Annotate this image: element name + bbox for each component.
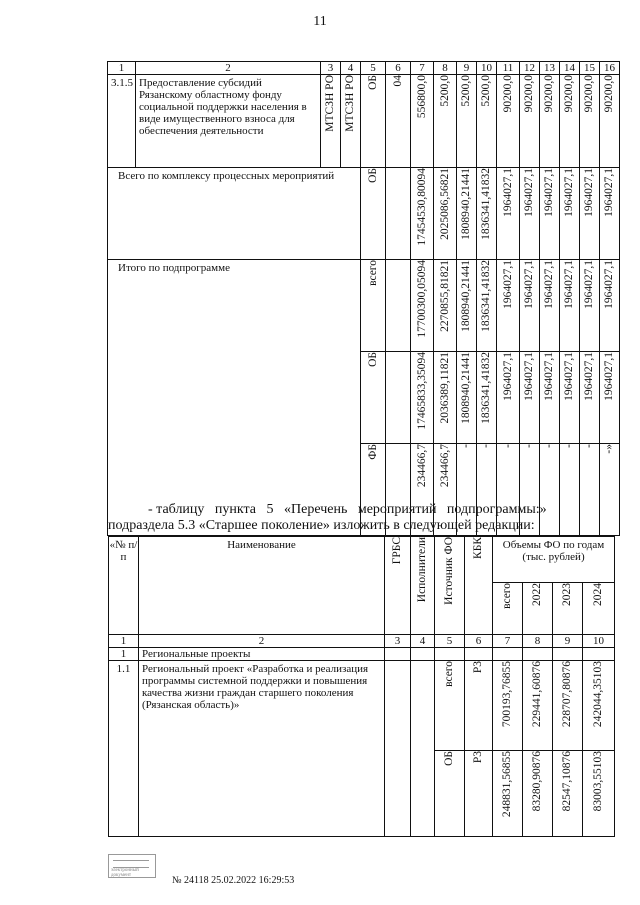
value-cell: 17465833,35094 [415,352,428,430]
col-11: 11 [497,62,520,75]
col-8: 8 [523,635,553,648]
col-1: 1 [109,635,139,648]
value-cell: - [480,444,492,448]
value-cell: 2025086,56821 [438,168,451,240]
value-cell: 2036389,11821 [438,352,451,424]
col-16: 16 [600,62,620,75]
header-grbs: ГРБС [391,537,403,565]
col-7: 7 [411,62,434,75]
header-volumes: Объемы ФО по годам (тыс. рублей) [502,539,605,563]
value-cell: 17454530,80094 [415,168,428,246]
value-cell: - [543,444,555,448]
row-number: 3.1.5 [108,75,136,168]
value-cell: - [523,444,535,448]
value-cell: 1964027,1 [523,260,535,309]
value-cell: 83280,90876 [531,751,543,812]
value-cell: - [501,444,514,448]
header-executors: Исполнители [416,537,428,603]
value-cell: 1964027,1 [603,352,615,401]
value-cell: 1964027,1 [543,260,555,309]
col-4: 4 [341,62,361,75]
header-row [109,537,615,583]
col-3: 3 [385,635,411,648]
source-cell: ОБ [366,75,379,90]
value-cell: 1964027,1 [583,352,595,401]
column-number-row [109,635,615,648]
value-cell: 1808940,21441 [460,168,472,240]
value-cell: 5200,0 [460,75,472,107]
paragraph-line-2: подраздела 5.3 «Старшее поколение» изложить в следующей редакции: [108,518,535,533]
row-1-1-total [109,661,615,751]
source-cell: ФБ [366,444,379,460]
kbk-cell: 04 [391,75,404,87]
value-cell: 1964027,1 [501,352,514,401]
row-name: Региональные проекты [139,648,385,661]
value-cell: 5200,0 [480,75,492,107]
row-3-1-5 [108,75,620,168]
value-cell: 1964027,1 [543,352,555,401]
col-1: 1 [108,62,136,75]
value-cell: 1808940,21441 [460,352,472,424]
value-cell: 1964027,1 [563,168,575,217]
value-cell: 1964027,1 [583,260,595,309]
kbk-cell: Р3 [472,751,484,764]
page-number: 11 [313,14,327,29]
col-10: 10 [583,635,615,648]
row-number: 1.1 [116,663,131,675]
source-cell: всего [366,260,379,286]
col-3: 3 [321,62,341,75]
col-15: 15 [580,62,600,75]
value-cell: -» [603,444,615,454]
value-cell: 5200,0 [438,75,451,107]
col-4: 4 [411,635,435,648]
value-cell: 1964027,1 [523,352,535,401]
value-cell: - [583,444,595,448]
value-cell: 1964027,1 [523,168,535,217]
value-cell: 1964027,1 [603,260,615,309]
value-cell: 1964027,1 [543,168,555,217]
value-cell: - [460,444,472,448]
program-table-top [107,61,620,536]
paragraph-line-1: - таблицу пункта 5 «Перечень мероприятий подпрограммы:» [148,502,547,517]
value-cell: 82547,10876 [561,751,573,812]
row-name: Предоставление субсидий Рязанскому областному фонду социальной поддержки населения в виде имущественного взноса для обеспечения деятельности [136,75,321,168]
value-cell: 234466,7 [415,444,428,488]
value-cell: 1964027,1 [603,168,615,217]
col-7: 7 [493,635,523,648]
value-cell: 2270855,81821 [438,260,451,332]
value-cell: 90200,0 [583,75,595,113]
value-cell: 90200,0 [543,75,555,113]
value-cell: 248831,56855 [501,751,513,818]
col-9: 9 [553,635,583,648]
value-cell: 90200,0 [563,75,575,113]
value-cell: 90200,0 [501,75,514,113]
value-cell: 1808940,21441 [460,260,472,332]
value-cell: 90200,0 [523,75,535,113]
col-6: 6 [386,62,411,75]
grbs-cell: МТСЗН РО [324,75,336,132]
col-14: 14 [560,62,580,75]
col-6: 6 [465,635,493,648]
source-cell: ОБ [443,751,455,766]
row-regional-projects [109,648,615,661]
value-cell: 229441,60876 [531,661,543,728]
header-2022: 2022 [531,583,543,606]
value-cell: 1836341,41832 [480,260,492,332]
registration-stamp: № 24118 25.02.2022 16:29:53 [172,875,295,886]
value-cell: 234466,7 [438,444,451,488]
value-cell: 556800,0 [415,75,428,119]
row-total-complex [108,168,620,260]
value-cell: 1964027,1 [501,260,514,309]
column-number-row [108,62,620,75]
amendment-paragraph [108,502,620,534]
header-2024: 2024 [592,583,605,606]
value-cell: 90200,0 [603,75,615,113]
source-cell: всего [443,661,455,687]
value-cell: 1836341,41832 [480,352,492,424]
col-8: 8 [434,62,457,75]
header-total: всего [501,583,513,609]
row-name: Итого по подпрограмме [108,260,361,536]
col-10: 10 [477,62,497,75]
col-2: 2 [139,635,385,648]
source-cell: ОБ [366,352,379,367]
value-cell: 1964027,1 [583,168,595,217]
value-cell: 1836341,41832 [480,168,492,240]
row-subprogram-total [108,260,620,352]
source-cell: ОБ [366,168,379,183]
header-source: Источник ФО [443,537,455,605]
value-cell: 83003,55103 [592,751,605,812]
header-kbk: КБК [472,537,484,559]
kbk-cell: Р3 [472,661,484,674]
row-name: Региональный проект «Разработка и реализация программы системной поддержки и повышения качества жизни граждан старшего поколения (Рязанская область)» [139,661,385,837]
col-9: 9 [457,62,477,75]
logo-caption: электронный документ [111,868,139,878]
value-cell: 242044,35103 [592,661,605,728]
col-5: 5 [361,62,386,75]
executor-cell: МТСЗН РО [344,75,356,132]
value-cell: 17700300,05094 [415,260,428,338]
value-cell: 1964027,1 [563,352,575,401]
col-2: 2 [136,62,321,75]
col-12: 12 [520,62,540,75]
program-table-senior [108,536,615,837]
value-cell: 1964027,1 [501,168,514,217]
value-cell: 700193,76855 [501,661,513,728]
value-cell: - [563,444,575,448]
value-cell: 1964027,1 [563,260,575,309]
value-cell: 228707,80876 [561,661,573,728]
row-number: 1 [109,648,139,661]
header-2023: 2023 [561,583,573,606]
header-name: Наименование [227,539,296,551]
col-5: 5 [435,635,465,648]
col-13: 13 [540,62,560,75]
header-num: «№ п/п [109,539,138,563]
electronic-document-logo [108,854,156,878]
row-name: Всего по комплексу процессных мероприятий [108,168,361,260]
